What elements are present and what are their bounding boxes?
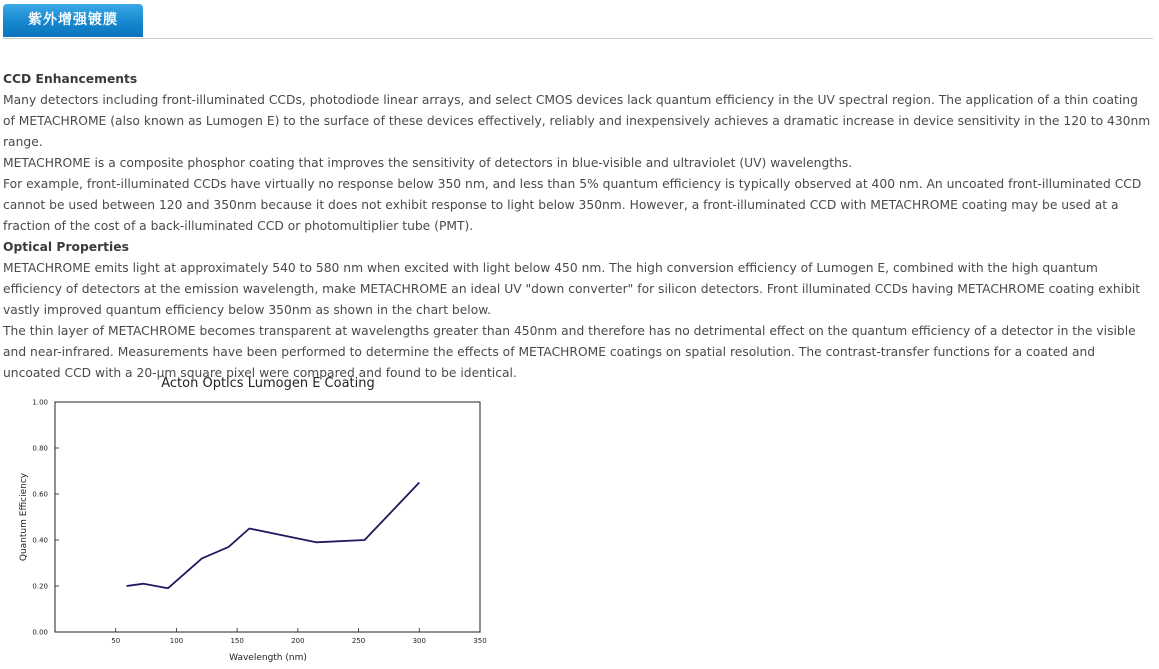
paragraph: Many detectors including front-illuminated CCDs, photodiode linear arrays, and select CMOS devices lack quantum efficiency in the UV spectral region. The application of a thin coating of METACHROME (also known as Lumogen E) to the surface of these devices effectively, reliably and inexpensively achieves a dramatic increase in device sensitivity in the 120 to 430nm range. — [3, 93, 1151, 149]
article-content — [3, 69, 1153, 384]
tab-uv-enhanced-coating[interactable]: 紫外增强镀膜 — [3, 4, 143, 37]
paragraph: METACHROME emits light at approximately 540 to 580 nm when excited with light below 450 nm. The high conversion efficiency of Lumogen E, combined with the high quantum efficiency of detectors at the emission wavelength, make METACHROME an ideal UV "down converter" for silicon detectors. Front illuminated CCDs having METACHROME coating exhibit vastly improved quantum efficiency below 350nm as shown in the chart below. — [3, 261, 1141, 317]
paragraph: The thin layer of METACHROME becomes transparent at wavelengths greater than 450nm and therefore has no detrimental effect on the quantum efficiency of a detector in the visible and near-infrared. Measurements have been performed to determine the effects of METACHROME coatings on spatial resolution. The contrast-transfer functions for a coated and uncoated CCD with a 20-µm square pixel were compared and found to be identical. — [3, 324, 1136, 380]
qe-chart-svg — [10, 370, 490, 669]
x-tick-label: 150 — [230, 637, 244, 645]
section-heading-ccd: CCD Enhancements — [3, 72, 138, 86]
x-axis-label: Wavelength (nm) — [229, 653, 307, 663]
x-tick-label: 100 — [169, 637, 184, 645]
plot-frame — [55, 402, 480, 632]
x-tick-label: 50 — [111, 637, 121, 645]
chart-title: Acton Optics Lumogen E Coating — [161, 376, 375, 391]
y-axis-label: Quantum Efficiency — [19, 472, 29, 562]
paragraph: For example, front-illuminated CCDs have virtually no response below 350 nm, and less than 5% quantum efficiency is typically observed at 400 nm. An uncoated front-illuminated CCD cannot be used between 120 and 350nm because it does not exhibit response to light below 350nm. However, a front-illuminated CCD with METACHROME coating may be used at a fraction of the cost of a back-illuminated CCD or photomultiplier tube (PMT). — [3, 177, 1142, 233]
y-tick-label: 0.80 — [32, 444, 48, 453]
qe-chart — [10, 370, 490, 669]
y-tick-label: 0.00 — [32, 628, 48, 637]
x-tick-label: 300 — [412, 637, 426, 645]
y-tick-label: 1.00 — [32, 398, 48, 407]
paragraph: METACHROME is a composite phosphor coating that improves the sensitivity of detectors in blue-visible and ultraviolet (UV) wavelengths. — [3, 156, 853, 170]
x-tick-label: 250 — [351, 637, 366, 645]
y-tick-label: 0.40 — [32, 536, 48, 545]
section-heading-optical: Optical Properties — [3, 240, 129, 254]
tab-bar — [3, 4, 1153, 39]
series-line — [127, 483, 420, 589]
x-tick-label: 350 — [473, 637, 487, 645]
y-tick-label: 0.60 — [32, 490, 48, 499]
x-tick-label: 200 — [291, 637, 305, 645]
y-tick-label: 0.20 — [32, 582, 48, 591]
